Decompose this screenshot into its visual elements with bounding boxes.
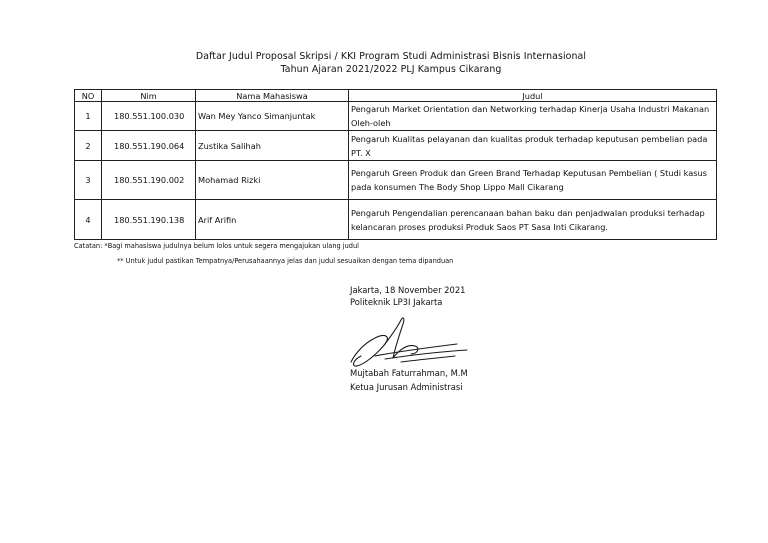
column-header-nim: Nim bbox=[102, 90, 196, 102]
cell-judul: Pengaruh Kualitas pelayanan dan kualitas produk terhadap keputusan pembelian pada PT. X bbox=[349, 131, 717, 161]
table-row bbox=[75, 131, 717, 161]
table-row bbox=[75, 200, 717, 240]
column-header-no: NO bbox=[75, 90, 102, 102]
place-date: Jakarta, 18 November 2021 bbox=[350, 285, 466, 295]
cell-nama: Zustika Salihah bbox=[196, 131, 349, 161]
cell-no: 4 bbox=[75, 200, 102, 240]
note-line-1: Catatan: *Bagi mahasiswa judulnya belum lolos untuk segera mengajukan ulang judul bbox=[74, 242, 359, 250]
cell-nama: Wan Mey Yanco Simanjuntak bbox=[196, 102, 349, 131]
column-header-nama: Nama Mahasiswa bbox=[196, 90, 349, 102]
table-row bbox=[75, 161, 717, 200]
cell-nim: 180.551.190.138 bbox=[102, 200, 196, 240]
column-header-judul: Judul bbox=[349, 90, 717, 102]
cell-judul: Pengaruh Market Orientation dan Networking terhadap Kinerja Usaha Industri Makanan Oleh-oleh bbox=[349, 102, 717, 131]
cell-nim: 180.551.100.030 bbox=[102, 102, 196, 131]
note-line-2: ** Untuk judul pastikan Tempatnya/Perusahaannya jelas dan judul sesuaikan dengan tema dipanduan bbox=[117, 257, 454, 265]
institution-name: Politeknik LP3I Jakarta bbox=[350, 297, 443, 307]
title-list-table bbox=[74, 89, 717, 240]
cell-nim: 180.551.190.064 bbox=[102, 131, 196, 161]
cell-judul: Pengaruh Pengendalian perencanaan bahan baku dan penjadwalan produksi terhadap kelancaran proses produksi Produk Saos PT Sasa Inti Cikarang. bbox=[349, 200, 717, 240]
cell-no: 1 bbox=[75, 102, 102, 131]
cell-nim: 180.551.190.002 bbox=[102, 161, 196, 200]
signer-name: Mujtabah Faturrahman, M.M bbox=[350, 368, 468, 378]
cell-nama: Arif Arifin bbox=[196, 200, 349, 240]
handwritten-signature bbox=[345, 314, 475, 374]
cell-no: 3 bbox=[75, 161, 102, 200]
table-row bbox=[75, 102, 717, 131]
table-header-row bbox=[75, 90, 717, 102]
document-title: Daftar Judul Proposal Skripsi / KKI Program Studi Administrasi Bisnis Internasional bbox=[195, 51, 587, 62]
cell-judul: Pengaruh Green Produk dan Green Brand Terhadap Keputusan Pembelian ( Studi kasus pada konsumen The Body Shop Lippo Mall Cikarang bbox=[349, 161, 717, 200]
document-subtitle: Tahun Ajaran 2021/2022 PLJ Kampus Cikarang bbox=[280, 64, 502, 75]
cell-nama: Mohamad Rizki bbox=[196, 161, 349, 200]
signer-role: Ketua Jurusan Administrasi bbox=[350, 382, 463, 392]
cell-no: 2 bbox=[75, 131, 102, 161]
